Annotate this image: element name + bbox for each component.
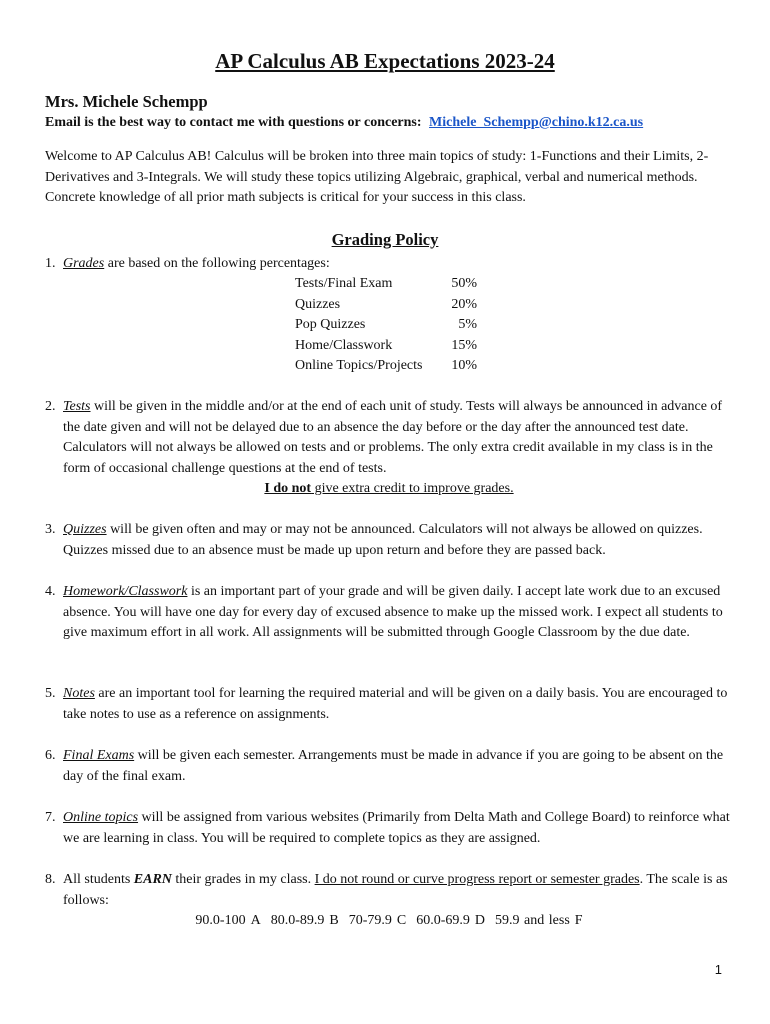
teacher-name: Mrs. Michele Schempp: [45, 92, 208, 111]
policy-item-grades: [45, 254, 733, 275]
item-post: . The scale is as follows:: [63, 872, 728, 908]
percentage-row: [295, 356, 477, 377]
scale-range: 59.9 and less: [495, 913, 570, 928]
policy-item-homework: [45, 582, 733, 644]
email-link[interactable]: Michele_Schempp@chino.k12.ca.us: [429, 115, 644, 130]
percentage-category: Tests/Final Exam: [295, 276, 393, 291]
policy-item-online-topics: [45, 808, 733, 849]
item-number: 1.: [45, 256, 56, 271]
item-underlined: I do not round or curve progress report or semester grades: [314, 872, 640, 887]
percentage-row: [295, 274, 477, 295]
item-number: 4.: [45, 584, 56, 599]
item-text: is an important part of your grade and will be given daily. I accept late work due to an excused absence. You will have one day for every day of excused absence to make up the missed work. I expect all students to give maximum effort in all work. All assignments will be submitted through Google Classroom by the due date.: [63, 584, 723, 640]
percentage-category: Pop Quizzes: [295, 317, 366, 332]
percentage-value: 5%: [458, 317, 477, 332]
item-number: 8.: [45, 872, 56, 887]
note-bold: I do not: [264, 481, 312, 496]
grade-percentages-table: [295, 274, 477, 377]
item-number: 6.: [45, 748, 56, 763]
percentage-row: [295, 336, 477, 357]
policy-item-final-exams: [45, 746, 733, 787]
item-number: 3.: [45, 522, 56, 537]
item-text: are an important tool for learning the required material and will be given on a daily basis. You are encouraged to take notes to use as a reference on assignments.: [63, 686, 728, 722]
item-lead: Grades: [63, 256, 105, 271]
item-pre: All students: [63, 872, 134, 887]
item-mid: their grades in my class.: [171, 872, 315, 887]
scale-range: 60.0-69.9: [416, 913, 470, 928]
percentage-category: Quizzes: [295, 296, 341, 312]
scale-grade: B: [329, 913, 339, 928]
percentage-category: Home/Classwork: [295, 337, 393, 353]
scale-grade: F: [574, 913, 583, 928]
item-earn: EARN: [133, 872, 172, 887]
extra-credit-note: [45, 479, 733, 500]
contact-label: Email is the best way to contact me with questions or concerns:: [45, 115, 422, 130]
item-lead: Quizzes: [63, 522, 107, 537]
item-number: 7.: [45, 810, 56, 825]
item-text: will be given each semester. Arrangements must be made in advance if you are going to be absent on the day of the final exam.: [63, 748, 724, 784]
percentage-value: 10%: [451, 358, 477, 373]
item-lead: Final Exams: [63, 748, 135, 763]
policy-item-quizzes: [45, 520, 733, 561]
scale-range: 80.0-89.9: [270, 913, 325, 928]
item-text: will be assigned from various websites (Primarily from Delta Math and College Board) to reinforce what we are learning in class. You will be required to complete topics as they are assigned.: [63, 810, 730, 846]
percentage-row: [295, 315, 477, 336]
percentage-value: 15%: [451, 337, 477, 353]
percentage-row: [295, 295, 477, 316]
intro-paragraph: Welcome to AP Calculus AB! Calculus will be broken into three main topics of study: 1-Functions and their Limits, 2-Derivatives and 3-Integrals. We will study these topics utilizing Algebraic, graphical, verbal and numerical methods. Concrete knowledge of all prior math subjects is critical for your success in this class.: [45, 149, 709, 205]
percentage-category: Online Topics/Projects: [295, 358, 423, 373]
page-number: 1: [714, 962, 722, 977]
grade-scale: [45, 911, 733, 932]
scale-grade: C: [396, 913, 407, 928]
item-text: will be given often and may or may not be announced. Calculators will not always be allowed on quizzes. Quizzes missed due to an absence must be made up upon return and before they are passed back.: [63, 522, 703, 558]
note-rest: give extra credit to improve grades.: [311, 481, 514, 496]
scale-range: 70-79.9: [348, 913, 392, 928]
scale-grade: D: [474, 913, 486, 928]
percentage-value: 50%: [451, 276, 477, 291]
percentage-value: 20%: [451, 296, 477, 312]
item-number: 5.: [45, 686, 56, 701]
policy-item-notes: [45, 684, 733, 725]
item-lead: Tests: [63, 399, 91, 414]
scale-grade: A: [250, 913, 261, 928]
grading-policy-heading: Grading Policy: [331, 230, 439, 249]
contact-line: [45, 113, 643, 134]
item-lead: Homework/Classwork: [63, 584, 188, 599]
scale-range: 90.0-100: [195, 913, 246, 928]
item-lead: Online topics: [63, 810, 139, 825]
page-title: AP Calculus AB Expectations 2023-24: [215, 49, 555, 73]
policy-item-tests: [45, 397, 733, 500]
item-text: are based on the following percentages:: [104, 256, 330, 271]
item-lead: Notes: [63, 686, 95, 701]
item-number: 2.: [45, 399, 56, 414]
policy-item-earn-grades: [45, 870, 733, 932]
item-text: will be given in the middle and/or at the end of each unit of study. Tests will always be announced in advance of the date given and will not be delayed due to an absence the day before or the day after the announced test date. Calculators will not always be allowed on tests and or problems. The only extra credit available in my class is in the form of occasional challenge questions at the end of tests.: [63, 399, 723, 476]
